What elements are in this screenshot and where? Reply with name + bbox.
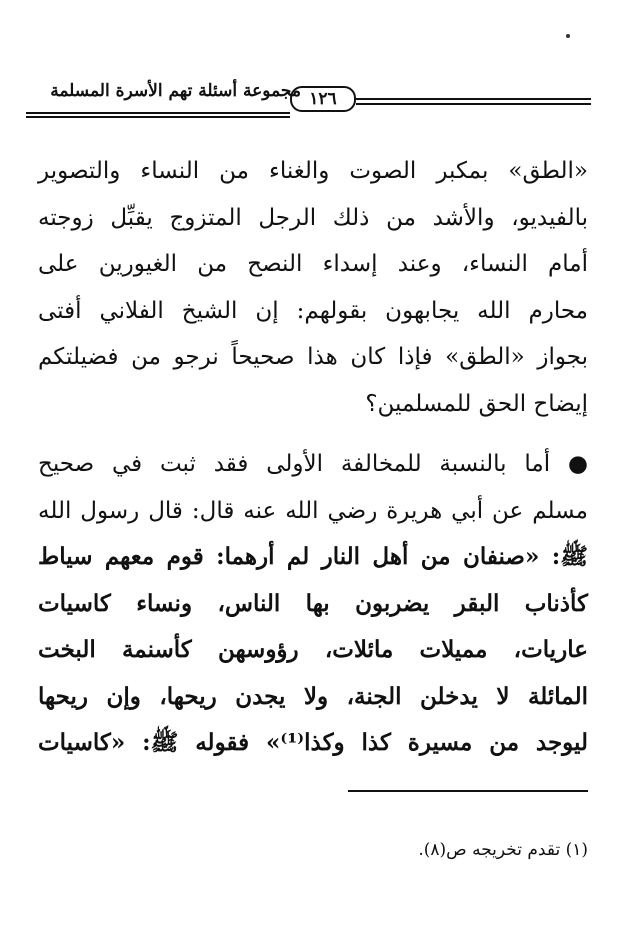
text-line: أمام النساء، وعند إسداء النصح من الغيورين على: [38, 251, 588, 277]
text-line: بالفيديو، والأشد من ذلك الرجل المتزوج يقبِّل زوجته: [38, 204, 588, 231]
page-header: [26, 76, 591, 120]
body-text: [38, 148, 588, 767]
text-line: مسلم عن أبي هريرة رضي الله عنه قال: قال رسول الله: [38, 497, 588, 524]
hadith-line: ﷺ: «صنفان من أهل النار لم أرهما: قوم معهم سياط: [38, 543, 588, 570]
header-rule-right: [356, 98, 591, 100]
hadith-line: كأذناب البقر يضربون بها الناس، ونساء كاسيات: [38, 589, 588, 617]
book-title: مجموعة أسئلة تهم الأسرة المسلمة: [50, 81, 301, 101]
paragraph-gap: [38, 427, 588, 441]
text-line: إيضاح الحق للمسلمين؟: [365, 390, 588, 417]
page-number: ١٢٦: [290, 86, 356, 112]
footnote: (١) تقدم تخريجه ص(٨).: [418, 840, 588, 860]
text-line: «الطق» بمكبر الصوت والغناء من النساء والتصوير: [38, 158, 588, 184]
hadith-line: المائلة لا يدخلن الجنة، ولا يجدن ريحها، وإن ريحها: [38, 682, 588, 710]
hadith-line: عاريات، مميلات مائلات، رؤوسهن كأسنمة البخت: [38, 636, 588, 663]
footnote-separator: [348, 790, 588, 792]
header-rule-left: [26, 112, 290, 114]
text-line: بجواز «الطق» فإذا كان هذا صحيحاً نرجو من فضيلتكم: [38, 344, 588, 370]
text-line: ● أما بالنسبة للمخالفة الأولى فقد ثبت في صحيح: [38, 451, 588, 477]
hadith-line: ليوجد من مسيرة كذا وكذا⁽¹⁾» فقوله ﷺ: «كاسيات: [38, 729, 589, 756]
header-rule-left-lower: [26, 116, 290, 118]
text-line: محارم الله يجابهون بقولهم: إن الشيخ الفلاني أفتى: [38, 297, 588, 324]
header-rule-right-lower: [356, 103, 591, 105]
scan-speck: [566, 34, 570, 38]
